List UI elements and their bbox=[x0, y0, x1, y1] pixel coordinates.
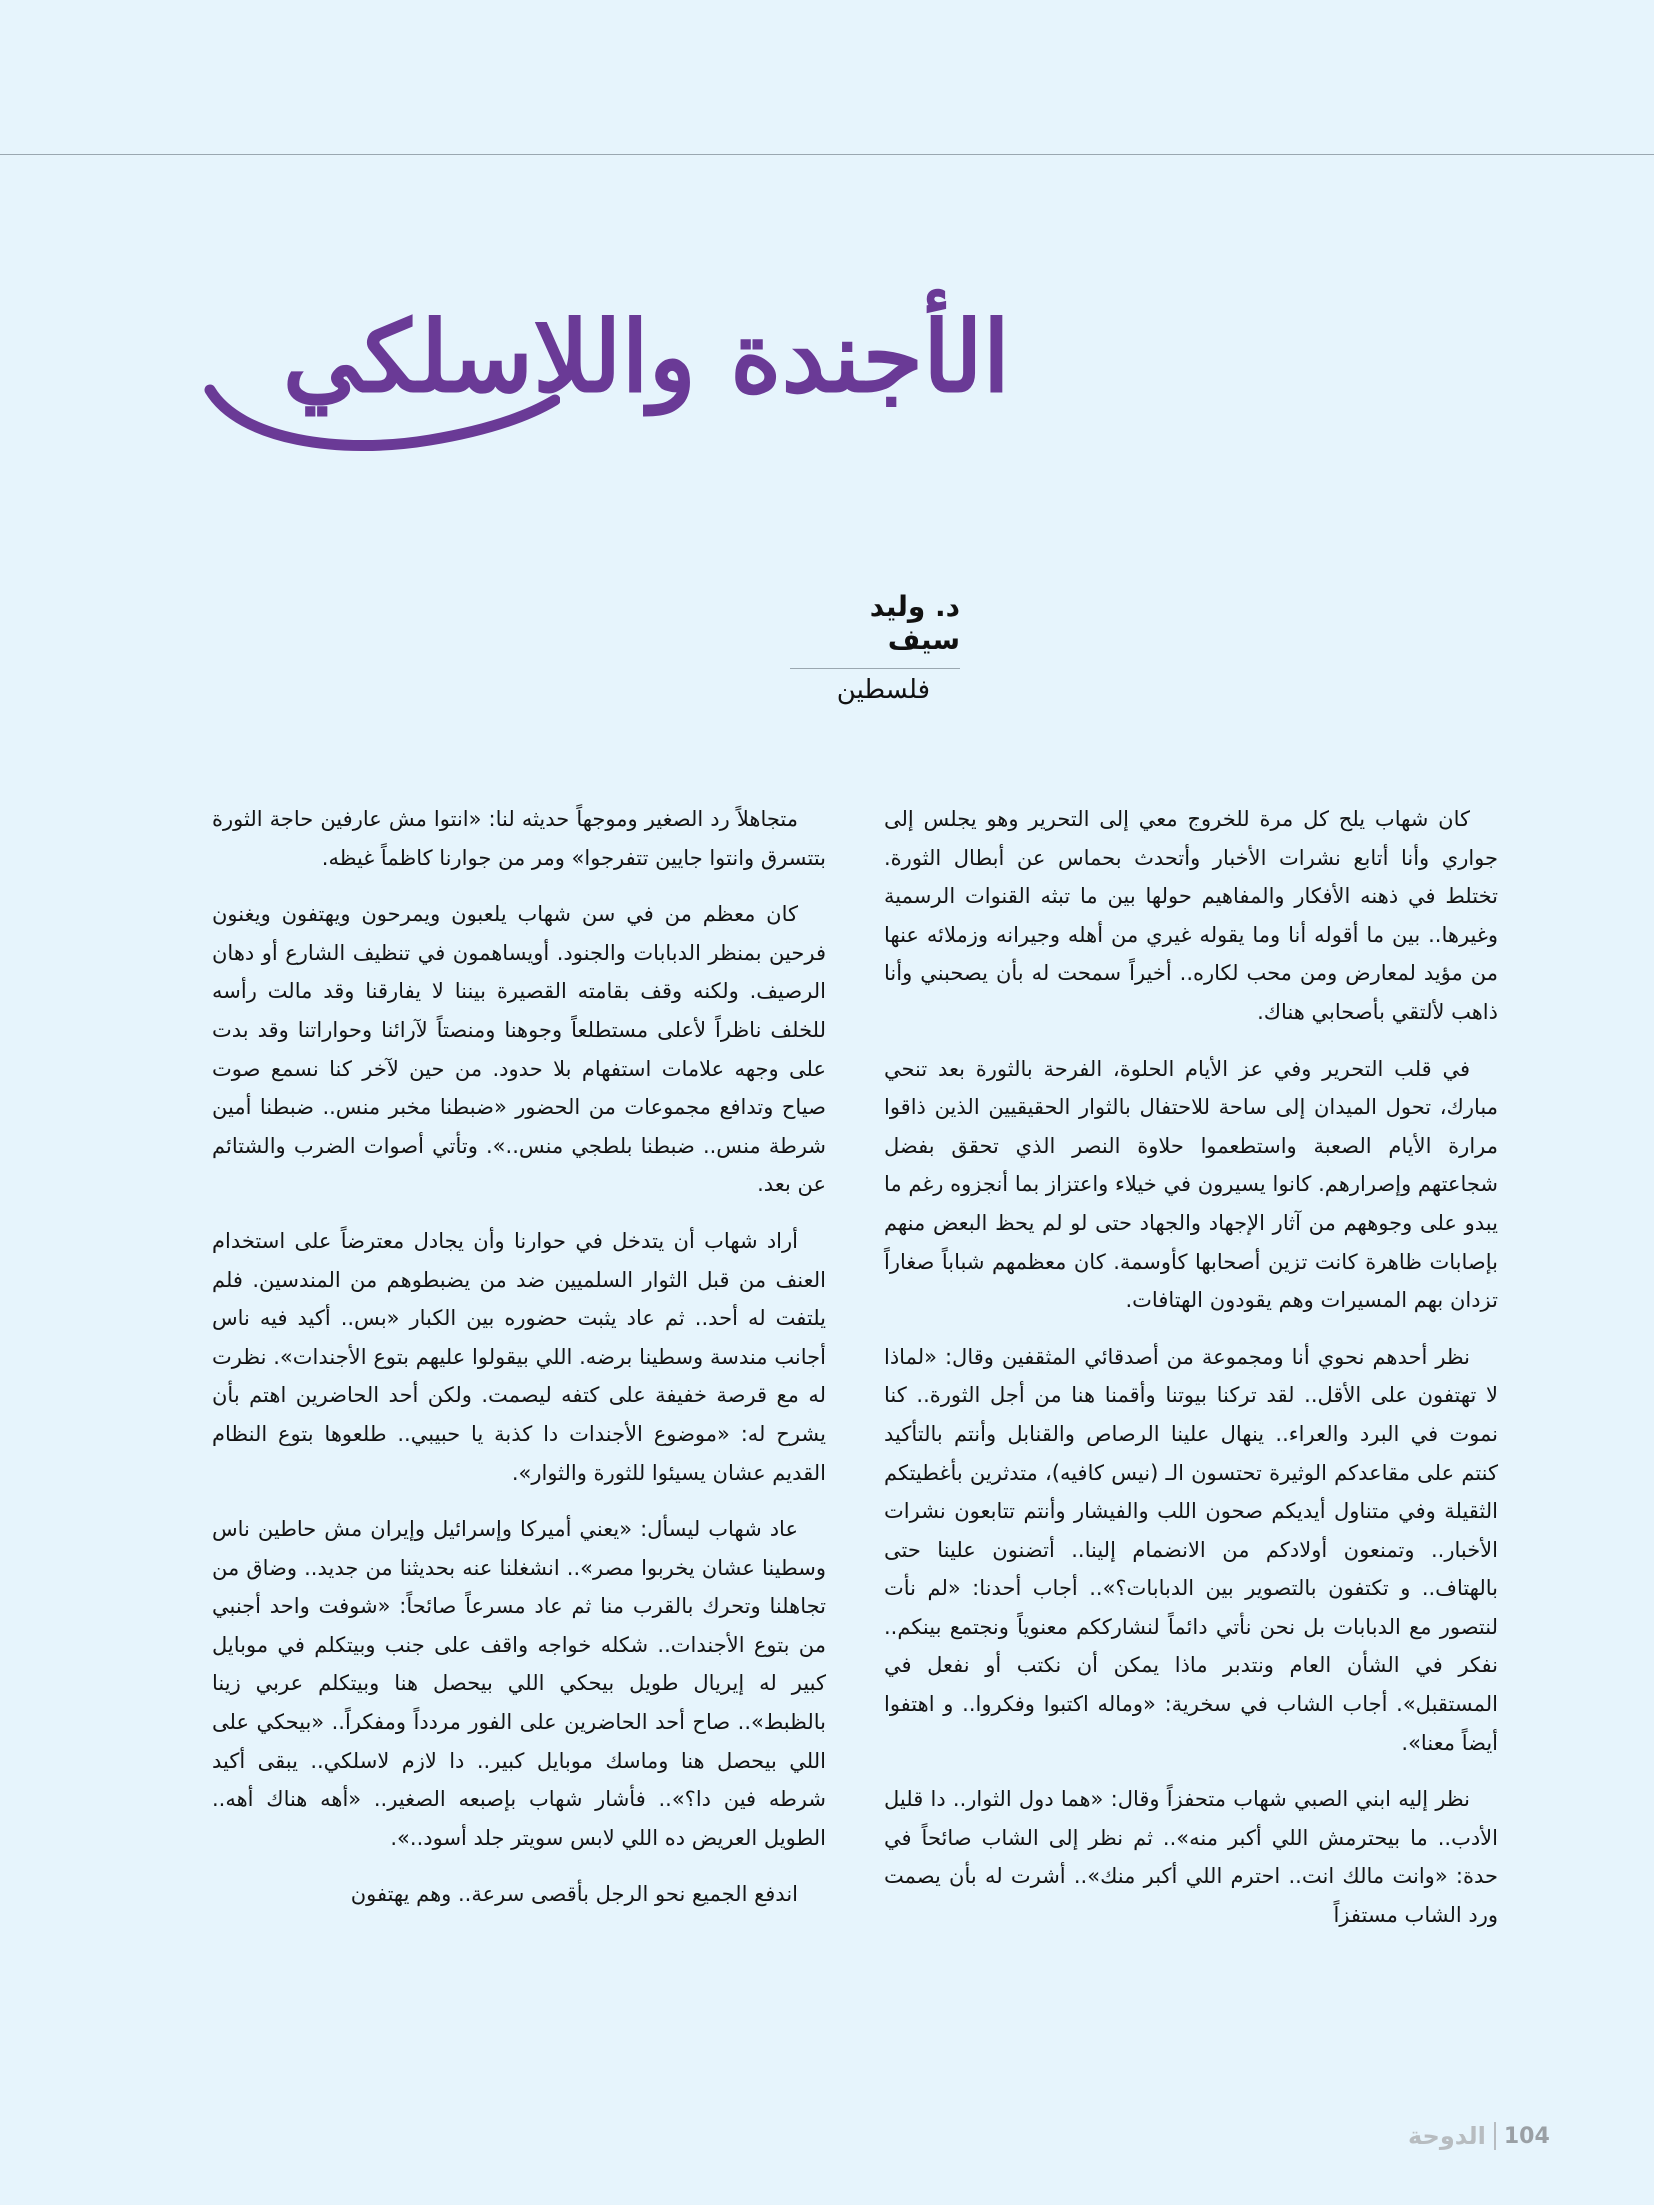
author-name: د. وليد سيف bbox=[790, 590, 960, 669]
page-number: 104 bbox=[1503, 2123, 1550, 2149]
article-title: الأجندة واللاسلكي bbox=[282, 300, 1010, 415]
title-swash-ornament bbox=[200, 370, 560, 460]
magazine-logo: الدوحة bbox=[1408, 2122, 1486, 2150]
text-column-left bbox=[212, 800, 826, 1932]
title-block bbox=[200, 290, 1020, 460]
text-column-right bbox=[884, 800, 1498, 1953]
paragraph: كان معظم من في سن شهاب يلعبون ويمرحون ويهتفون ويغنون فرحين بمنظر الدبابات والجنود. أويساهمون في تنظيف الشارع أو دهان الرصيف. ولكنه وقف بقامته القصيرة بيننا لا يفارقنا وقد مالت رأسه للخلف ناظراً لأعلى مستطلعاً وجوهنا ومنصتاً لآرائنا وحواراتنا وقد بدت على وجهه علامات استفهام بلا حدود. من حين لآخر كنا نسمع صوت صياح وتدافع مجموعات من الحضور «ضبطنا مخبر منس.. ضبطنا أمين شرطة منس.. ضبطنا بلطجي منس..». وتأتي أصوات الضرب والشتائم عن بعد. bbox=[212, 902, 826, 1197]
paragraph: عاد شهاب ليسأل: «يعني أميركا وإسرائيل وإيران مش حاطين ناس وسطينا عشان يخربوا مصر».. انشغلنا عنه بحديثنا من جديد.. وضاق من تجاهلنا وتحرك بالقرب منا ثم عاد مسرعاً صائحاً: «شوفت واحد أجنبي من بتوع الأجندات.. شكله خواجه واقف على جنب وبيتكلم في موبايل كبير له إيريال طويل بيحكي اللي بيحصل هنا وبيتكلم عربي زينا بالظبط».. صاح أحد الحاضرين على الفور مردداً ومفكراً.. «بيحكي على اللي بيحصل هنا وماسك موبايل كبير.. دا لازم لاسلكي.. يبقى أكيد شرطه فين دا؟».. فأشار شهاب بإصبعه الصغير.. «أهه هناك أهه.. الطويل العريض ده اللي لابس سويتر جلد أسود..». bbox=[212, 1517, 826, 1850]
page-folio bbox=[1408, 2118, 1550, 2154]
paragraph: نظر أحدهم نحوي أنا ومجموعة من أصدقائي المثقفين وقال: «لماذا لا تهتفون على الأقل.. لقد تركنا بيوتنا وأقمنا هنا من أجل الثورة.. كنا نموت في البرد والعراء.. ينهال علينا الرصاص والقنابل وأنتم بالتأكيد كنتم على مقاعدكم الوثيرة تحتسون الـ (نيس كافيه)، متدثرين بأغطيتكم الثقيلة وفي متناول أيديكم صحون اللب والفيشار وأنتم تتابعون نشرات الأخبار.. وتمنعون أولادكم من الانضمام إلينا.. أتضنون علينا حتى بالهتاف.. و تكتفون بالتصوير بين الدبابات؟».. أجاب أحدنا: «لم نأت لنتصور مع الدبابات بل نحن نأتي دائماً لنشارككم معنوياً ونجتمع بينكم.. نفكر في الشأن العام ونتدبر ماذا يمكن أن نكتب أو نفعل في المستقبل». أجاب الشاب في سخرية: «وماله اكتبوا وفكروا.. و اهتفوا أيضاً معنا». bbox=[884, 1344, 1498, 1755]
paragraph: نظر إليه ابني الصبي شهاب متحفزاً وقال: «هما دول الثوار.. دا قليل الأدب.. ما بيحترمش اللي أكبر منه».. ثم نظر إلى الشاب صائحاً في حدة: «وانت مالك انت.. احترم اللي أكبر منك».. أشرت له بأن يصمت ورد الشاب مستفزاً bbox=[884, 1787, 1498, 1928]
paragraph: اندفع الجميع نحو الرجل بأقصى سرعة.. وهم يهتفون bbox=[350, 1882, 798, 1907]
paragraph: في قلب التحرير وفي عز الأيام الحلوة، الفرحة بالثورة بعد تنحي مبارك، تحول الميدان إلى ساحة للاحتفال بالثوار الحقيقيين الذين ذاقوا مرارة الأيام الصعبة واستطعموا حلاوة النصر الذي تحقق بفضل شجاعتهم وإصرارهم. كانوا يسيرون في خيلاء واعتزاز بما أنجزوه رغم ما يبدو على وجوههم من آثار الإجهاد والجهاد حتى لو لم يحظ البعض منهم بإصابات ظاهرة كانت تزين أصحابها كأوسمة. كان معظمهم شباباً صغاراً تزدان بهم المسيرات وهم يقودون الهتافات. bbox=[884, 1056, 1498, 1313]
author-country: فلسطين bbox=[836, 675, 930, 705]
paragraph: متجاهلاً رد الصغير وموجهاً حديثه لنا: «انتوا مش عارفين حاجة الثورة بتتسرق وانتوا جايين تتفرجوا» ومر من جوارنا كاظماً غيظه. bbox=[212, 807, 826, 870]
folio-divider bbox=[1494, 2122, 1496, 2150]
author-block bbox=[790, 590, 960, 705]
paragraph: كان شهاب يلح كل مرة للخروج معي إلى التحرير وهو يجلس إلى جواري وأنا أتابع نشرات الأخبار وأتحدث بحماس عن أبطال الثورة. تختلط في ذهنه الأفكار والمفاهيم حولها بين ما تبثه القنوات الرسمية وغيرها.. بين ما أقوله أنا وما يقوله غيري من أهله وجيرانه وزملائه عنها من مؤيد لمعارض ومن محب لكاره.. أخيراً سمحت له بأن يصحبني وأنا ذاهب لألتقي بأصحابي هناك. bbox=[884, 807, 1498, 1024]
paragraph: أراد شهاب أن يتدخل في حوارنا وأن يجادل معترضاً على استخدام العنف من قبل الثوار السلميين ضد من يضبطوهم من المندسين. فلم يلتفت له أحد.. ثم عاد يثبت حضوره بين الكبار «بس.. أكيد فيه ناس أجانب مندسة وسطينا برضه. اللي بيقولوا عليهم بتوع الأجندات». نظرت له مع قرصة خفيفة على كتفه ليصمت. ولكن أحد الحاضرين اهتم بأن يشرح له: «موضوع الأجندات دا كذبة يا حبيبي.. طلعوها بتوع النظام القديم عشان يسيئوا للثورة والثوار». bbox=[212, 1228, 826, 1485]
top-rule bbox=[0, 154, 1654, 155]
